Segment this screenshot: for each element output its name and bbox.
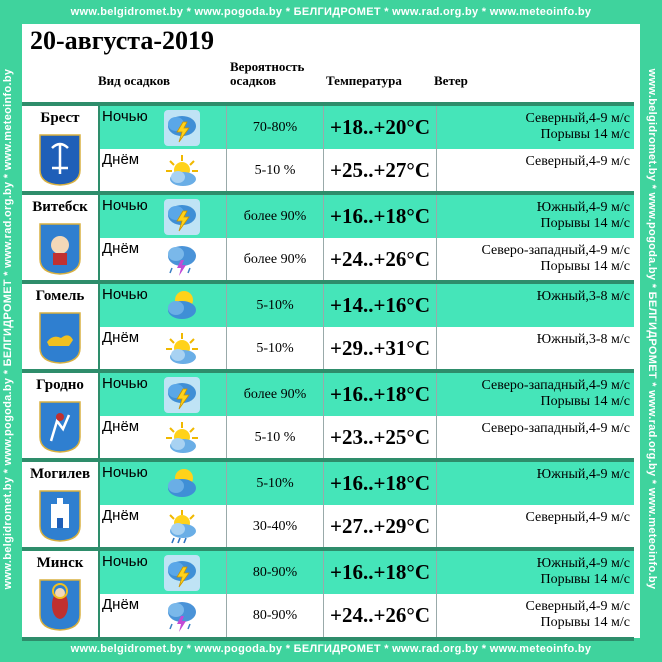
column-divider <box>436 195 437 281</box>
thunder-cloud-icon <box>164 377 200 413</box>
precip-probability: 80-90% <box>252 608 298 623</box>
column-divider <box>436 284 437 370</box>
column-divider <box>323 373 324 459</box>
header-wind: Ветер <box>434 73 468 88</box>
temperature-value: +16..+18°C <box>330 382 430 406</box>
wind-direction-speed: Северо-западный,4-9 м/с <box>481 421 630 436</box>
period-label: Ночью <box>102 108 148 125</box>
temperature-value: +27..+29°C <box>330 514 430 538</box>
wind-info <box>526 154 630 170</box>
vitebsk-coat-icon <box>39 223 81 275</box>
period-label: Ночью <box>102 197 148 214</box>
city-name: Гродно <box>36 377 84 393</box>
city-row-0 <box>22 106 634 192</box>
precip-probability: 5-10% <box>256 476 294 491</box>
city-row-5 <box>22 551 634 637</box>
wind-info <box>537 556 630 588</box>
wind-gusts: Порывы 14 м/с <box>540 572 630 587</box>
column-divider <box>323 284 324 370</box>
temperature-value: +29..+31°C <box>330 336 430 360</box>
column-divider <box>226 551 227 637</box>
temperature-value: +14..+16°C <box>330 293 430 317</box>
wind-info <box>537 332 630 348</box>
thunder-rain-icon <box>164 598 200 634</box>
temperature-value: +24..+26°C <box>330 247 430 271</box>
border-text-top: www.belgidromet.by * www.pogoda.by * БЕЛГИДРОМЕТ * www.rad.org.by * www.meteoinfo.by <box>70 6 592 18</box>
city-name-cell <box>22 551 100 637</box>
mogilev-coat-icon <box>39 490 81 542</box>
temperature-value: +23..+25°C <box>330 425 430 449</box>
temperature-value: +16..+18°C <box>330 204 430 228</box>
precip-probability: 80-90% <box>252 565 298 580</box>
temperature-value: +18..+20°C <box>330 115 430 139</box>
column-divider <box>226 373 227 459</box>
period-label: Ночью <box>102 464 148 481</box>
wind-gusts: Порывы 14 м/с <box>540 216 630 231</box>
wind-info <box>481 378 630 410</box>
thunder-cloud-icon <box>164 110 200 146</box>
partly-cloudy-icon <box>164 153 200 189</box>
temperature-value: +25..+27°C <box>330 158 430 182</box>
wind-direction-speed: Южный,4-9 м/с <box>536 467 630 482</box>
header-precip-type: Вид осадков <box>98 73 171 88</box>
grodno-coat-icon <box>39 401 81 453</box>
thunder-cloud-icon <box>164 199 200 235</box>
precip-probability: более 90% <box>243 209 307 224</box>
city-row-4 <box>22 462 634 548</box>
period-label: Ночью <box>102 553 148 570</box>
city-row-1 <box>22 195 634 281</box>
temperature-value: +24..+26°C <box>330 603 430 627</box>
border-text-bottom: www.belgidromet.by * www.pogoda.by * БЕЛГИДРОМЕТ * www.rad.org.by * www.meteoinfo.by <box>70 643 592 655</box>
city-row-3 <box>22 373 634 459</box>
thunder-cloud-icon <box>164 555 200 591</box>
partly-cloudy-icon <box>164 331 200 367</box>
partly-cloudy-icon <box>164 420 200 456</box>
column-divider <box>226 106 227 192</box>
column-divider <box>436 551 437 637</box>
column-divider <box>226 462 227 548</box>
wind-info <box>526 111 630 143</box>
column-divider <box>323 106 324 192</box>
precip-probability: 5-10 % <box>254 163 296 178</box>
city-name: Минск <box>36 555 84 571</box>
column-divider <box>226 195 227 281</box>
period-label: Днём <box>102 151 140 168</box>
column-divider <box>323 462 324 548</box>
wind-direction-speed: Северный,4-9 м/с <box>525 599 630 614</box>
wind-info <box>526 510 630 526</box>
wind-direction-speed: Северный,4-9 м/с <box>525 111 630 126</box>
column-divider <box>323 551 324 637</box>
wind-direction-speed: Северо-западный,4-9 м/с <box>481 243 630 258</box>
sun-rain-icon <box>164 509 200 545</box>
precip-probability: более 90% <box>243 252 307 267</box>
period-label: Днём <box>102 240 140 257</box>
wind-direction-speed: Южный,3-8 м/с <box>536 289 630 304</box>
minsk-coat-icon <box>39 579 81 631</box>
wind-info <box>537 200 630 232</box>
wind-info <box>537 467 630 483</box>
city-name: Витебск <box>32 199 88 215</box>
city-name-cell <box>22 462 100 548</box>
wind-direction-speed: Северный,4-9 м/с <box>525 510 630 525</box>
thunder-rain-icon <box>164 242 200 278</box>
wind-direction-speed: Северный,4-9 м/с <box>525 154 630 169</box>
page-title: 20-августа-2019 <box>30 26 214 55</box>
wind-direction-speed: Южный,4-9 м/с <box>536 200 630 215</box>
city-name-cell <box>22 195 100 281</box>
city-name: Брест <box>40 110 80 126</box>
moon-cloud-icon <box>164 466 200 502</box>
header-temperature: Температура <box>326 73 402 88</box>
period-label: Ночью <box>102 375 148 392</box>
period-label: Ночью <box>102 286 148 303</box>
moon-cloud-icon <box>164 288 200 324</box>
brest-coat-icon <box>39 134 81 186</box>
precip-probability: 5-10% <box>256 341 294 356</box>
wind-info <box>481 243 630 275</box>
precip-probability: 30-40% <box>252 519 298 534</box>
wind-gusts: Порывы 14 м/с <box>540 127 630 142</box>
column-divider <box>436 462 437 548</box>
city-row-2 <box>22 284 634 370</box>
city-name-cell <box>22 106 100 192</box>
column-divider <box>226 284 227 370</box>
city-separator <box>22 637 634 641</box>
city-name-cell <box>22 373 100 459</box>
period-label: Днём <box>102 418 140 435</box>
column-divider <box>436 106 437 192</box>
period-label: Днём <box>102 329 140 346</box>
column-divider <box>436 373 437 459</box>
wind-direction-speed: Северо-западный,4-9 м/с <box>481 378 630 393</box>
wind-info <box>526 599 630 631</box>
period-label: Днём <box>102 507 140 524</box>
wind-gusts: Порывы 14 м/с <box>540 615 630 630</box>
temperature-value: +16..+18°C <box>330 560 430 584</box>
column-divider <box>323 195 324 281</box>
wind-gusts: Порывы 14 м/с <box>540 259 630 274</box>
precip-probability: более 90% <box>243 387 307 402</box>
wind-direction-speed: Южный,3-8 м/с <box>536 332 630 347</box>
border-text-left: www.belgidromet.by * www.pogoda.by * БЕЛГИДРОМЕТ * www.rad.org.by * www.meteoinfo.by <box>2 68 14 590</box>
header-probability: Вероятность осадков <box>230 59 305 88</box>
wind-info <box>537 289 630 305</box>
precip-probability: 5-10% <box>256 298 294 313</box>
city-name: Могилев <box>29 466 91 482</box>
precip-probability: 5-10 % <box>254 430 296 445</box>
temperature-value: +16..+18°C <box>330 471 430 495</box>
precip-probability: 70-80% <box>252 120 298 135</box>
wind-info <box>481 421 630 437</box>
period-label: Днём <box>102 596 140 613</box>
border-text-right: www.belgidromet.by * www.pogoda.by * БЕЛГИДРОМЕТ * www.rad.org.by * www.meteoinfo.by <box>646 68 658 590</box>
wind-direction-speed: Южный,4-9 м/с <box>536 556 630 571</box>
forecast-panel <box>22 24 640 638</box>
city-name-cell <box>22 284 100 370</box>
city-name: Гомель <box>35 288 85 304</box>
gomel-coat-icon <box>39 312 81 364</box>
wind-gusts: Порывы 14 м/с <box>540 394 630 409</box>
